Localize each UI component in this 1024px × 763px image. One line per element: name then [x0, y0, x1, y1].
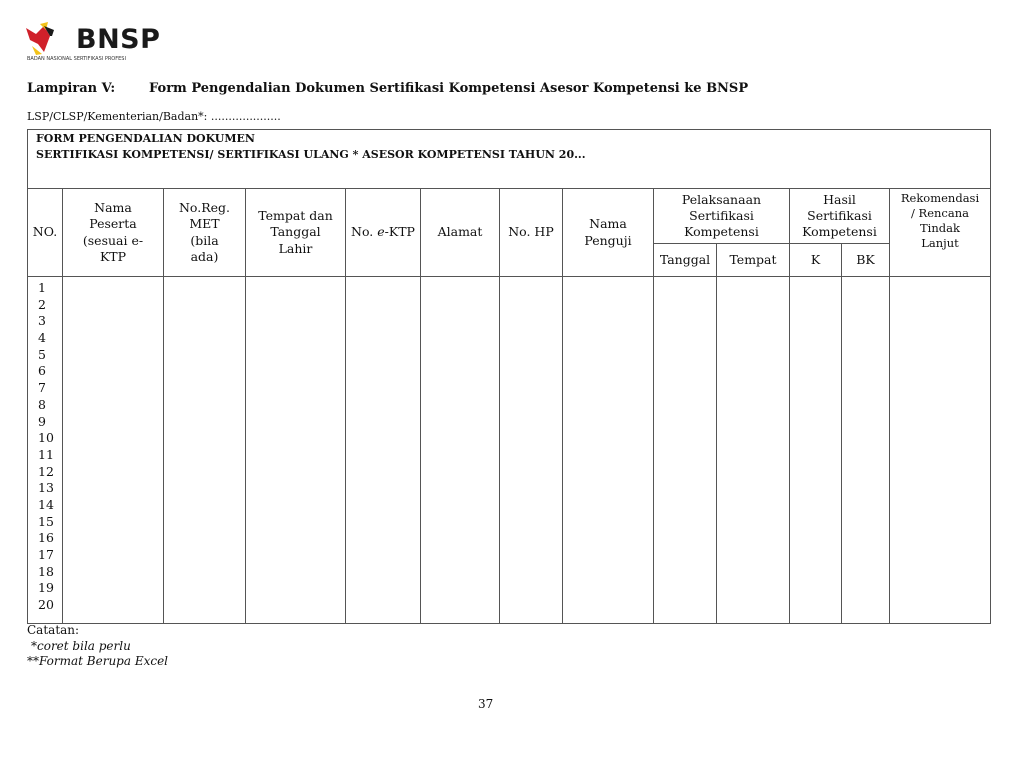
logo-subtitle: BADAN NASIONAL SERTIFIKASI PROFESI — [27, 56, 126, 62]
page-number: 37 — [478, 697, 494, 711]
row-number: 11 — [38, 446, 54, 462]
header-tanggal: Tanggal — [654, 244, 717, 277]
row-number: 14 — [38, 496, 54, 512]
form-title-line1: FORM PENGENDALIAN DOKUMEN — [36, 132, 255, 145]
row-number: 20 — [38, 597, 54, 613]
cell-rekomendasi — [890, 277, 991, 624]
cell-nama-peserta — [63, 277, 164, 624]
header-no-reg: No.Reg. MET (bila ada) — [164, 189, 246, 277]
header-no-ektp: No. e-KTP — [346, 189, 421, 277]
header-pelaksanaan: Pelaksanaan Sertifikasi Kompetensi — [654, 189, 790, 244]
row-number: 5 — [38, 346, 46, 362]
row-number: 15 — [38, 513, 54, 529]
cell-alamat — [421, 277, 500, 624]
bnsp-emblem-icon — [24, 22, 74, 56]
form-title-line2: SERTIFIKASI KOMPETENSI/ SERTIFIKASI ULANG * ASESOR KOMPETENSI TAHUN 20... — [36, 147, 586, 161]
cell-no-hp — [500, 277, 563, 624]
cell-no-ektp — [346, 277, 421, 624]
header-no-hp: No. HP — [500, 189, 563, 277]
header-rekomendasi: Rekomendasi / Rencana Tindak Lanjut — [890, 189, 991, 277]
cell-tanggal — [654, 277, 717, 624]
row-number: 13 — [38, 480, 54, 496]
header-hasil: Hasil Sertifikasi Kompetensi — [790, 189, 890, 244]
row-number: 16 — [38, 530, 54, 546]
header-no: NO. — [28, 189, 63, 277]
appendix-title: Form Pengendalian Dokumen Sertifikasi Kompetensi Asesor Kompetensi ke BNSP — [149, 81, 749, 96]
header-bk: BK — [842, 244, 890, 277]
header-nama-peserta: Nama Peserta (sesuai e- KTP — [63, 189, 164, 277]
logo-wordmark: BNSP — [76, 24, 161, 55]
cell-tempat-tanggal-lahir — [246, 277, 346, 624]
table-body-row — [28, 277, 991, 624]
row-number: 10 — [38, 430, 54, 446]
header-alamat: Alamat — [421, 189, 500, 277]
row-number: 1 — [38, 280, 46, 295]
row-number: 12 — [38, 463, 54, 479]
row-number: 6 — [38, 363, 46, 379]
row-number: 3 — [38, 313, 46, 329]
notes — [27, 623, 168, 670]
appendix-label: Lampiran V: — [27, 81, 116, 96]
form-title — [28, 130, 991, 189]
note-strike: *coret bila perlu — [31, 638, 131, 653]
cell-bk — [842, 277, 890, 624]
row-number: 8 — [38, 396, 46, 412]
cell-tempat — [717, 277, 790, 624]
cell-nama-penguji — [563, 277, 654, 624]
row-number: 18 — [38, 563, 54, 579]
row-number: 2 — [38, 296, 46, 312]
cell-k — [790, 277, 842, 624]
row-number: 7 — [38, 380, 46, 396]
header-tempat: Tempat — [717, 244, 790, 277]
control-form-table — [27, 129, 991, 624]
header-k: K — [790, 244, 842, 277]
lsp-line: LSP/CLSP/Kementerian/Badan*: .................... — [27, 110, 281, 123]
header-tempat-tanggal-lahir: Tempat dan Tanggal Lahir — [246, 189, 346, 277]
row-number: 4 — [38, 330, 46, 346]
notes-heading: Catatan: — [27, 623, 80, 637]
document-heading — [27, 81, 748, 96]
bnsp-logo — [24, 22, 161, 66]
row-number: 9 — [38, 413, 46, 429]
note-excel-format: **Format Berupa Excel — [27, 654, 169, 668]
cell-no-reg — [164, 277, 246, 624]
header-nama-penguji: Nama Penguji — [563, 189, 654, 277]
row-numbers-column — [28, 277, 63, 624]
row-number: 19 — [38, 580, 54, 596]
row-number: 17 — [38, 547, 54, 562]
